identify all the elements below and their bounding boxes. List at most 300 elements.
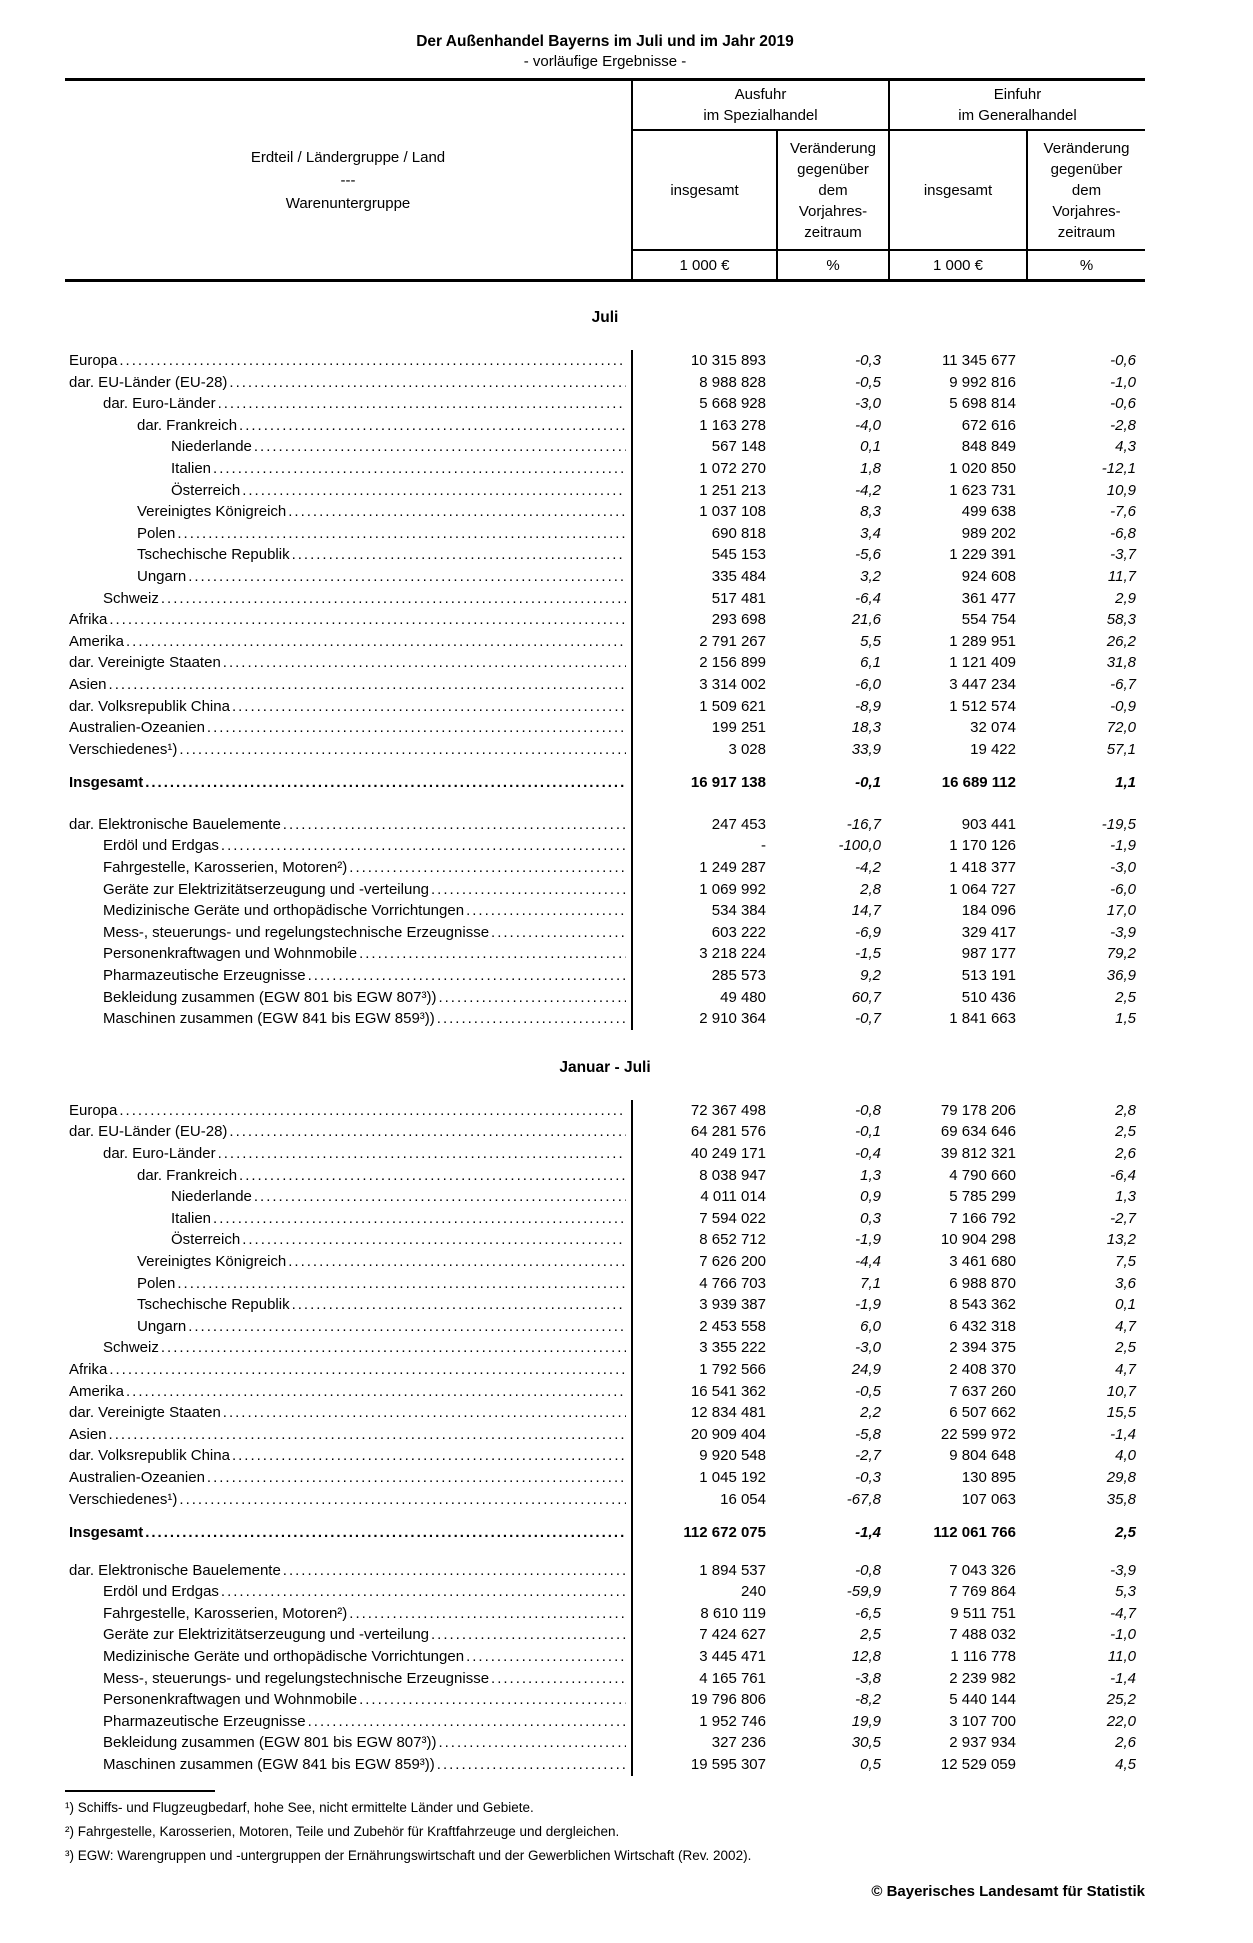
import-change-cell: 36,9 — [1106, 967, 1136, 985]
row-label — [65, 1467, 633, 1489]
import-total-cell: 2 408 370 — [949, 1360, 1016, 1378]
row-label — [65, 1381, 633, 1403]
dot-leader — [466, 1646, 626, 1668]
import-total-cell: 1 289 951 — [949, 632, 1016, 650]
row-label-text: dar. EU-Länder (EU-28) — [69, 373, 228, 391]
row-label-text: Asien — [69, 1425, 107, 1443]
export-total-cell: 4 165 761 — [699, 1669, 766, 1687]
row-label — [65, 1624, 633, 1646]
export-total-cell: 1 251 213 — [699, 481, 766, 499]
row-label-text: dar. Volksrepublik China — [69, 697, 230, 715]
import-total-cell: 112 061 766 — [933, 1524, 1016, 1542]
dot-leader — [177, 1273, 626, 1295]
import-change-cell: -7,6 — [1110, 503, 1136, 521]
import-change-cell: 7,5 — [1115, 1252, 1136, 1270]
row-label-text: Amerika — [69, 632, 125, 650]
import-change-cell: 2,5 — [1115, 1339, 1136, 1357]
row-label-text: dar. Euro-Länder — [103, 395, 216, 413]
export-total-cell: 1 037 108 — [699, 503, 766, 521]
table-row — [65, 566, 1145, 588]
import-total-cell: 510 436 — [961, 988, 1016, 1006]
row-label — [65, 1273, 633, 1295]
export-change-cell: 30,5 — [851, 1734, 881, 1752]
row-label — [65, 1445, 633, 1467]
import-total-cell: 329 417 — [961, 923, 1016, 941]
export-total-cell: 7 626 200 — [699, 1252, 766, 1270]
row-spacer — [65, 1510, 1145, 1522]
dot-leader — [232, 1445, 626, 1467]
dot-leader — [466, 900, 626, 922]
footnotes — [65, 1796, 1145, 1868]
dot-leader — [188, 566, 626, 588]
export-change-cell: 0,9 — [860, 1188, 881, 1206]
row-label-text: Fahrgestelle, Karosserien, Motoren²) — [103, 859, 348, 877]
export-total-cell: 2 156 899 — [699, 654, 766, 672]
export-total-cell: 603 222 — [711, 923, 766, 941]
row-label-text: dar. Elektronische Bauelemente — [69, 815, 281, 833]
row-label-text: Europa — [69, 1101, 118, 1119]
import-change-cell: 15,5 — [1106, 1404, 1136, 1422]
unit-export-total: 1 000 € — [633, 249, 778, 279]
export-change-cell: 21,6 — [851, 611, 881, 629]
row-label — [65, 1732, 633, 1754]
import-total-cell: 16 689 112 — [941, 774, 1016, 792]
row-label — [65, 965, 633, 987]
dot-leader — [179, 1489, 626, 1511]
row-label — [65, 987, 633, 1009]
dot-leader — [218, 1143, 626, 1165]
export-total-cell: 4 011 014 — [700, 1188, 766, 1206]
dot-leader — [232, 696, 626, 718]
table-row — [65, 717, 1145, 739]
row-label — [65, 372, 633, 394]
row-label-text: Schweiz — [103, 1339, 159, 1357]
dot-leader — [438, 1732, 626, 1754]
row-label — [65, 943, 633, 965]
import-change-cell: -0,9 — [1110, 697, 1136, 715]
row-label — [65, 501, 633, 523]
copyright: © Bayerisches Landesamt für Statistik — [871, 1882, 1145, 1900]
row-label — [65, 1008, 633, 1030]
export-change-cell: -0,1 — [855, 774, 881, 792]
import-total-cell: 4 790 660 — [949, 1166, 1016, 1184]
table-row — [65, 987, 1145, 1009]
unit-import-total: 1 000 € — [890, 249, 1028, 279]
dot-leader — [283, 1560, 626, 1582]
import-total-cell: 672 616 — [961, 416, 1016, 434]
import-total-cell: 361 477 — [961, 589, 1016, 607]
row-label-text: Europa — [69, 352, 118, 369]
export-change-cell: -6,5 — [855, 1604, 881, 1622]
dot-leader — [491, 922, 626, 944]
row-label — [65, 1316, 633, 1338]
export-total-cell: 9 920 548 — [699, 1447, 766, 1465]
export-change-cell: 1,8 — [860, 459, 881, 477]
table-row — [65, 739, 1145, 761]
import-change-cell: 13,2 — [1106, 1231, 1136, 1249]
import-change-cell: 2,5 — [1115, 1524, 1136, 1542]
dot-leader — [491, 1668, 626, 1690]
row-label-text: dar. Elektronische Bauelemente — [69, 1561, 281, 1579]
row-label-text: Medizinische Geräte und orthopädische Vorrichtungen — [103, 1648, 465, 1666]
export-total-cell: 16 054 — [720, 1490, 766, 1508]
dot-leader — [213, 458, 626, 480]
import-total-cell: 9 804 648 — [949, 1447, 1016, 1465]
row-label — [65, 1668, 633, 1690]
export-total-cell: 4 766 703 — [699, 1274, 766, 1292]
import-total-cell: 1 020 850 — [949, 459, 1016, 477]
export-change-cell: 12,8 — [851, 1648, 881, 1666]
export-change-cell: 3,4 — [860, 524, 881, 542]
export-total-cell: 545 153 — [711, 546, 766, 564]
table-row — [65, 1251, 1145, 1273]
row-label-line2: --- — [340, 171, 356, 189]
table-row — [65, 1337, 1145, 1359]
row-label — [65, 393, 633, 415]
export-total-cell: 3 314 002 — [699, 675, 766, 693]
row-label-text: Pharmazeutische Erzeugnisse — [103, 967, 306, 985]
row-label-text: Amerika — [69, 1382, 125, 1400]
import-change-cell: 31,8 — [1106, 654, 1136, 672]
import-total-cell: 22 599 972 — [940, 1425, 1016, 1443]
dot-leader — [239, 1165, 626, 1187]
export-change-cell: -2,7 — [855, 1447, 881, 1465]
export-change-cell: 2,2 — [860, 1404, 881, 1422]
row-label-text: Personenkraftwagen und Wohnmobile — [103, 1691, 358, 1709]
dot-leader — [213, 1208, 626, 1230]
export-change-cell: -0,3 — [855, 352, 881, 369]
dot-leader — [161, 588, 626, 610]
table-row — [65, 1424, 1145, 1446]
export-change-cell: -5,6 — [855, 546, 881, 564]
table-row — [65, 588, 1145, 610]
import-change-cell: 17,0 — [1106, 902, 1136, 920]
table-row — [65, 1522, 1145, 1544]
export-total-cell: 1 072 270 — [699, 459, 766, 477]
row-label-text: Ungarn — [137, 1317, 187, 1335]
table-row — [65, 1294, 1145, 1316]
import-total-cell: 11 345 677 — [942, 352, 1016, 369]
import-change-cell: 2,5 — [1115, 988, 1136, 1006]
row-label — [65, 350, 633, 372]
row-label-text: dar. Frankreich — [137, 416, 238, 434]
section-title: Juli — [591, 309, 619, 326]
table-row — [65, 1689, 1145, 1711]
row-label-text: Insgesamt — [69, 774, 144, 792]
col-group-export: Ausfuhr im Spezialhandel — [633, 81, 890, 131]
export-total-cell: 72 367 498 — [690, 1101, 766, 1119]
import-total-cell: 6 507 662 — [949, 1404, 1016, 1422]
dot-leader — [179, 739, 626, 761]
dot-leader — [177, 523, 626, 545]
table-row — [65, 458, 1145, 480]
import-total-cell: 499 638 — [961, 503, 1016, 521]
dot-leader — [438, 987, 626, 1009]
dot-leader — [126, 1381, 626, 1403]
export-change-cell: -3,8 — [855, 1669, 881, 1687]
export-total-cell: 40 249 171 — [690, 1145, 766, 1162]
table-row — [65, 1467, 1145, 1489]
row-label — [65, 1424, 633, 1446]
export-change-cell: -0,5 — [855, 373, 881, 391]
row-spacer — [65, 794, 1145, 814]
table-row — [65, 501, 1145, 523]
document-title: Der Außenhandel Bayerns im Juli und im Jahr 2019 — [416, 33, 794, 50]
row-label-text: Ungarn — [137, 567, 187, 585]
row-label — [65, 523, 633, 545]
export-total-cell: 1 045 192 — [699, 1468, 766, 1486]
row-spacer — [65, 1544, 1145, 1560]
import-change-cell: 4,7 — [1115, 1317, 1136, 1335]
dot-leader — [207, 717, 626, 739]
export-total-cell: 1 952 746 — [699, 1712, 766, 1730]
export-total-cell: 2 453 558 — [699, 1317, 766, 1335]
import-total-cell: 848 849 — [961, 438, 1016, 456]
export-change-cell: 0,3 — [860, 1209, 881, 1227]
export-change-cell: -6,9 — [855, 923, 881, 941]
import-change-cell: -0,6 — [1110, 395, 1136, 413]
import-change-cell: 2,5 — [1115, 1123, 1136, 1141]
dot-leader — [359, 943, 626, 965]
import-change-cell: 10,9 — [1106, 481, 1136, 499]
export-change-cell: -0,5 — [855, 1382, 881, 1400]
row-label-text: dar. Vereinigte Staaten — [69, 1404, 221, 1422]
import-total-cell: 7 488 032 — [949, 1626, 1016, 1644]
table-row — [65, 922, 1145, 944]
dot-leader — [308, 965, 626, 987]
import-change-cell: 72,0 — [1106, 719, 1136, 737]
import-change-cell: 10,7 — [1106, 1382, 1136, 1400]
import-change-cell: -3,7 — [1110, 546, 1136, 564]
row-label-text: Bekleidung zusammen (EGW 801 bis EGW 807³)) — [103, 1734, 437, 1752]
import-total-cell: 12 529 059 — [940, 1756, 1016, 1774]
table-row — [65, 436, 1145, 458]
import-total-cell: 554 754 — [961, 611, 1016, 629]
row-label — [65, 631, 633, 653]
row-label-text: Asien — [69, 675, 107, 693]
dot-leader — [288, 501, 626, 523]
table-row — [65, 652, 1145, 674]
dot-leader — [221, 835, 626, 857]
import-change-cell: 58,3 — [1106, 611, 1136, 629]
table-row — [65, 674, 1145, 696]
import-change-cell: -3,0 — [1110, 859, 1136, 877]
import-total-cell: 3 461 680 — [949, 1252, 1016, 1270]
import-change-cell: 4,5 — [1115, 1756, 1136, 1774]
export-change-cell: -8,9 — [855, 697, 881, 715]
row-label — [65, 1143, 633, 1165]
export-total-cell: 112 672 075 — [683, 1524, 766, 1542]
table-row — [65, 1008, 1145, 1030]
import-total-cell: 3 107 700 — [949, 1712, 1016, 1730]
row-label — [65, 1560, 633, 1582]
import-change-cell: -3,9 — [1110, 1561, 1136, 1579]
import-total-cell: 7 637 260 — [949, 1382, 1016, 1400]
export-change-cell: 9,2 — [860, 967, 881, 985]
export-change-cell: -4,2 — [855, 859, 881, 877]
import-total-cell: 69 634 646 — [940, 1123, 1016, 1141]
row-label — [65, 1165, 633, 1187]
table-header — [65, 78, 1145, 282]
section-title: Januar - Juli — [559, 1058, 651, 1076]
export-change-cell: 0,1 — [860, 438, 881, 456]
import-change-cell: -1,4 — [1110, 1669, 1136, 1687]
dot-leader — [207, 1467, 626, 1489]
import-change-cell: 26,2 — [1106, 632, 1136, 650]
import-change-cell: 0,1 — [1115, 1296, 1136, 1314]
col-header-export-total: insgesamt — [633, 131, 778, 249]
row-label — [65, 1100, 633, 1122]
export-change-cell: 24,9 — [851, 1360, 881, 1378]
import-total-cell: 7 166 792 — [949, 1209, 1016, 1227]
row-label — [65, 717, 633, 739]
import-change-cell: -2,8 — [1110, 416, 1136, 434]
import-change-cell: -6,0 — [1110, 880, 1136, 898]
row-label — [65, 1251, 633, 1273]
export-total-cell: 2 791 267 — [699, 632, 766, 650]
export-total-cell: 3 028 — [728, 740, 766, 758]
row-label-text: Polen — [137, 1274, 176, 1292]
row-label — [65, 674, 633, 696]
export-total-cell: 1 894 537 — [699, 1561, 766, 1579]
row-label — [65, 1522, 633, 1544]
dot-leader — [109, 674, 626, 696]
import-total-cell: 1 116 778 — [950, 1648, 1016, 1666]
table-row — [65, 1359, 1145, 1381]
table-row — [65, 480, 1145, 502]
dot-leader — [223, 1402, 626, 1424]
row-label-text: Mess-, steuerungs- und regelungstechnische Erzeugnisse — [103, 923, 490, 941]
import-total-cell: 107 063 — [961, 1490, 1016, 1508]
export-total-cell: 517 481 — [711, 589, 766, 607]
dot-leader — [242, 480, 626, 502]
dot-leader — [229, 372, 626, 394]
import-change-cell: 4,3 — [1115, 438, 1136, 456]
export-total-cell: 19 595 307 — [690, 1756, 766, 1774]
import-total-cell: 1 170 126 — [949, 837, 1016, 855]
import-change-cell: -0,6 — [1110, 352, 1136, 369]
unit-import-change: % — [1028, 249, 1145, 279]
export-total-cell: 285 573 — [711, 967, 766, 985]
dot-leader — [288, 1251, 626, 1273]
row-label — [65, 566, 633, 588]
dot-leader — [431, 1624, 626, 1646]
export-change-cell: 33,9 — [851, 740, 881, 758]
dot-leader — [161, 1337, 626, 1359]
table-row — [65, 631, 1145, 653]
import-change-cell: -1,0 — [1110, 373, 1136, 391]
import-total-cell: 9 511 751 — [950, 1604, 1016, 1622]
import-total-cell: 184 096 — [961, 902, 1016, 920]
row-label — [65, 1186, 633, 1208]
row-label-text: Insgesamt — [69, 1524, 144, 1542]
export-change-cell: -1,9 — [855, 1296, 881, 1314]
dot-leader — [223, 652, 626, 674]
table-row — [65, 1316, 1145, 1338]
export-change-cell: -5,8 — [855, 1425, 881, 1443]
row-label — [65, 814, 633, 836]
row-label — [65, 480, 633, 502]
table-row — [65, 1624, 1145, 1646]
export-change-cell: -1,5 — [855, 945, 881, 963]
dot-leader — [239, 415, 626, 437]
table-row — [65, 544, 1145, 566]
row-label-text: Maschinen zusammen (EGW 841 bis EGW 859³)) — [103, 1756, 435, 1774]
import-total-cell: 1 418 377 — [949, 859, 1016, 877]
import-change-cell: 4,7 — [1115, 1360, 1136, 1378]
table-row — [65, 857, 1145, 879]
table-row — [65, 393, 1145, 415]
export-total-cell: 2 910 364 — [699, 1010, 766, 1028]
import-change-cell: -12,1 — [1101, 459, 1136, 477]
table-row — [65, 415, 1145, 437]
export-change-cell: -100,0 — [838, 837, 881, 855]
table-row — [65, 1121, 1145, 1143]
export-change-cell: 3,2 — [860, 567, 881, 585]
export-total-cell: 534 384 — [711, 902, 766, 920]
import-total-cell: 79 178 206 — [940, 1101, 1016, 1119]
row-label-text: Pharmazeutische Erzeugnisse — [103, 1712, 306, 1730]
dot-leader — [359, 1689, 626, 1711]
import-total-cell: 5 698 814 — [949, 395, 1016, 413]
col-header-import-change: Veränderung gegenüber dem Vorjahres- zeitraum — [1043, 139, 1130, 241]
import-change-cell: 35,8 — [1106, 1490, 1136, 1508]
dot-leader — [292, 1294, 626, 1316]
import-change-cell: -4,7 — [1110, 1604, 1136, 1622]
import-change-cell: 29,8 — [1106, 1468, 1136, 1486]
export-total-cell: 10 315 893 — [690, 352, 766, 369]
row-label-header — [65, 81, 633, 279]
table-row — [65, 1229, 1145, 1251]
table-row — [65, 1560, 1145, 1582]
export-total-cell: 16 541 362 — [690, 1382, 766, 1400]
dot-leader — [349, 1603, 626, 1625]
row-label-text: Verschiedenes¹) — [69, 1490, 178, 1508]
export-change-cell: -4,0 — [855, 416, 881, 434]
document-subtitle: - vorläufige Ergebnisse - — [523, 53, 687, 70]
table-row — [65, 900, 1145, 922]
import-total-cell: 130 895 — [961, 1468, 1016, 1486]
row-label-text: dar. Frankreich — [137, 1166, 238, 1184]
row-label-line3: Warenuntergruppe — [285, 194, 411, 212]
import-change-cell: -19,5 — [1101, 815, 1136, 833]
import-change-cell: 25,2 — [1106, 1691, 1136, 1709]
import-total-cell: 5 785 299 — [949, 1188, 1016, 1206]
import-change-cell: -1,4 — [1110, 1425, 1136, 1443]
export-total-cell: 12 834 481 — [690, 1404, 766, 1422]
row-label-text: Italien — [171, 459, 212, 477]
row-label — [65, 1581, 633, 1603]
row-label — [65, 588, 633, 610]
col-header-import-total: insgesamt — [890, 131, 1028, 249]
import-total-cell: 6 988 870 — [949, 1274, 1016, 1292]
row-label — [65, 458, 633, 480]
row-label — [65, 772, 633, 794]
row-label-text: Österreich — [171, 481, 241, 499]
row-label-text: Erdöl und Erdgas — [103, 1583, 219, 1601]
dot-leader — [109, 1424, 626, 1446]
row-label-text: Österreich — [171, 1231, 241, 1249]
dot-leader — [349, 857, 626, 879]
dot-leader — [229, 1121, 626, 1143]
table-row — [65, 943, 1145, 965]
export-change-cell: -6,4 — [855, 589, 881, 607]
dot-leader — [221, 1581, 626, 1603]
table-body — [65, 308, 1145, 1776]
row-label-text: Geräte zur Elektrizitätserzeugung und -verteilung — [103, 1626, 430, 1644]
export-change-cell: -0,4 — [855, 1145, 881, 1162]
table-row — [65, 523, 1145, 545]
